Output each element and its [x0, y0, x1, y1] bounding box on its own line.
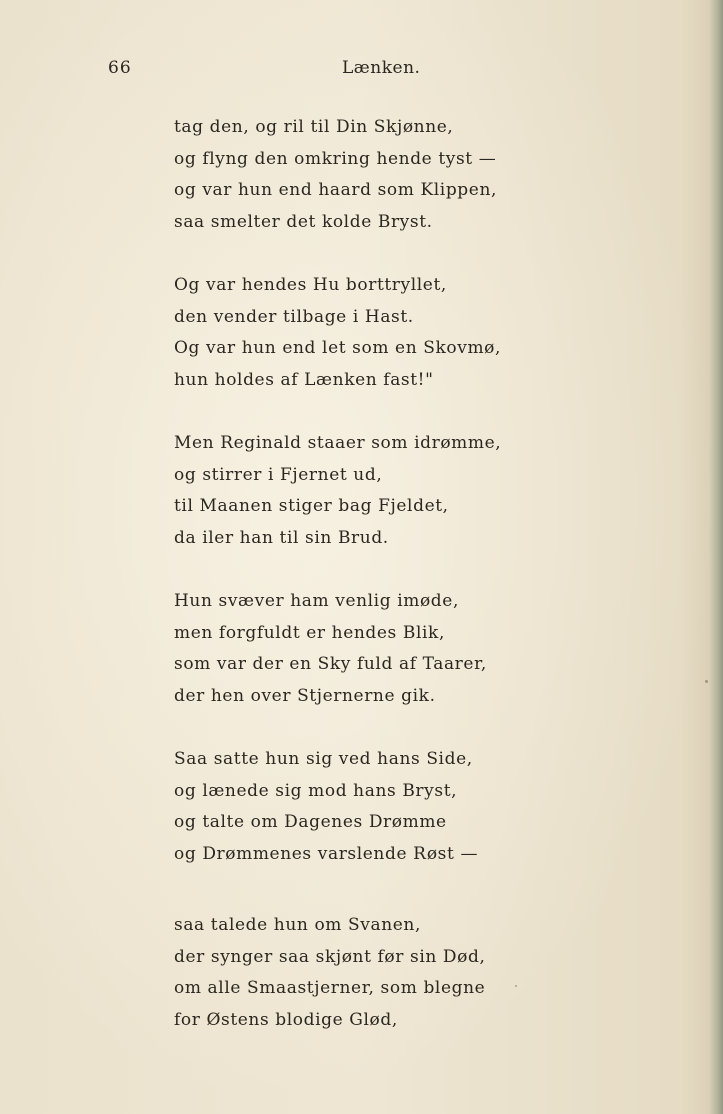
- paper-speck: [705, 680, 708, 683]
- poem-line: saa talede hun om Svanen,: [174, 915, 421, 935]
- poem-line: Hun svæver ham venlig imøde,: [174, 591, 459, 611]
- poem-line: da iler han til sin Brud.: [174, 527, 389, 548]
- poem-line: Men Reginald staaer som idrømme,: [174, 433, 502, 453]
- poem-line: og stirrer i Fjernet ud,: [174, 464, 383, 485]
- poem-line: og talte om Dagenes Drømme: [174, 812, 447, 832]
- poem-line: Saa satte hun sig ved hans Side,: [174, 749, 473, 769]
- poem-line: om alle Smaastjerner, som blegne: [174, 978, 486, 998]
- poem-line: og lænede sig mod hans Bryst,: [174, 780, 458, 801]
- poem-line: til Maanen stiger bag Fjeldet,: [174, 496, 449, 516]
- paper-speck: [288, 820, 290, 822]
- stanza-6: [174, 910, 594, 1036]
- poem-line: og var hun end haard som Klippen,: [174, 180, 498, 200]
- poem-line: hun holdes af Lænken fast!": [174, 369, 434, 390]
- poem-line: men forgfuldt er hendes Blik,: [174, 622, 445, 643]
- poem-line: som var der en Sky fuld af Taarer,: [174, 654, 487, 674]
- poem-line: Og var hun end let som en Skovmø,: [174, 338, 502, 358]
- poem-line: saa smelter det kolde Bryst.: [174, 211, 433, 232]
- running-title: Lænken.: [342, 58, 421, 78]
- poem-line: og flyng den omkring hende tyst —: [174, 148, 497, 169]
- poem-line: og Drømmenes varslende Røst —: [174, 843, 479, 864]
- stanza-5: [174, 744, 594, 870]
- stanza-3: [174, 428, 594, 554]
- poem-line: der hen over Stjernerne gik.: [174, 685, 436, 706]
- page-spine-shadow: [709, 0, 723, 1114]
- stanza-4: [174, 586, 594, 712]
- poem-line: den vender tilbage i Hast.: [174, 306, 414, 327]
- poem-line: Og var hendes Hu borttryllet,: [174, 275, 447, 295]
- poem-body: [174, 112, 594, 1068]
- poem-line: der synger saa skjønt før sin Død,: [174, 946, 486, 967]
- paper-speck: [515, 985, 517, 987]
- page-number: 66: [108, 58, 132, 78]
- stanza-2: [174, 270, 594, 396]
- poem-line: for Østens blodige Glød,: [174, 1009, 398, 1030]
- stanza-1: [174, 112, 594, 238]
- poem-line: tag den, og ril til Din Skjønne,: [174, 117, 454, 137]
